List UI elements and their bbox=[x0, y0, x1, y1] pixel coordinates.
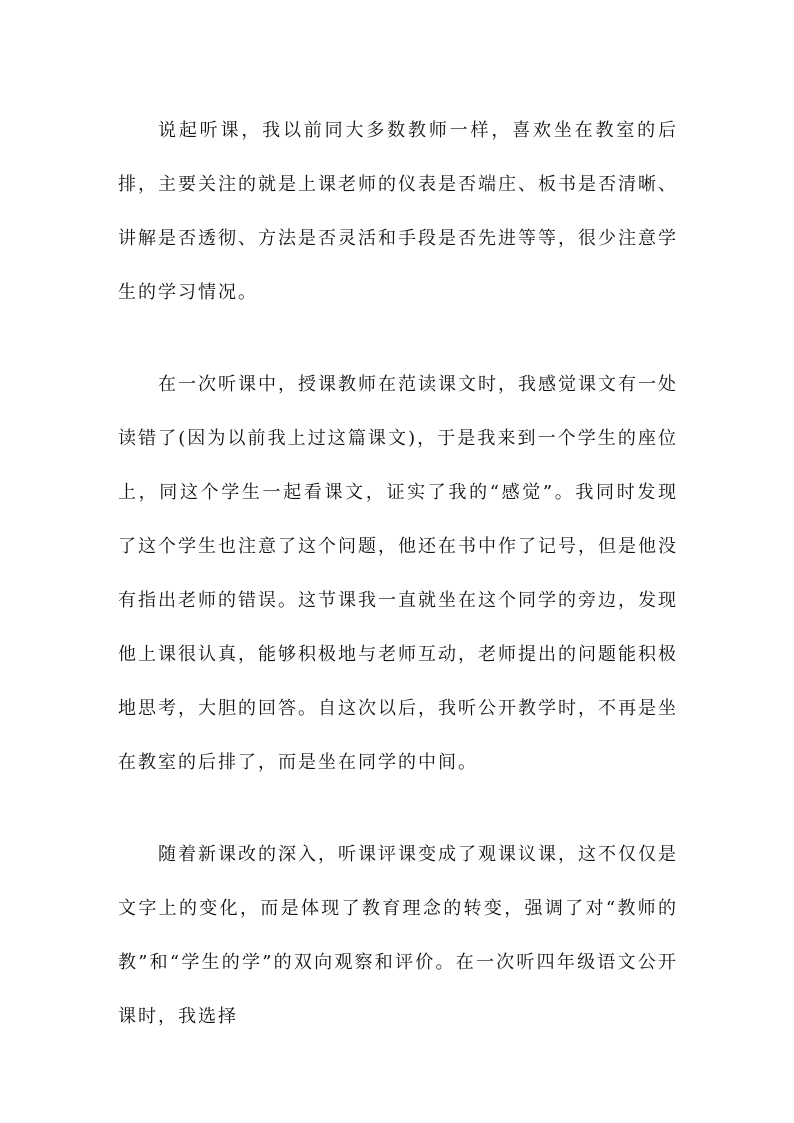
paragraph-3: 随着新课改的深入，听课评课变成了观课议课，这不仅仅是文字上的变化，而是体现了教育理念的转变，强调了对“教师的教”和“学生的学”的双向观察和评价。在一次听四年级语文公开课时，我选择 bbox=[118, 844, 678, 1027]
paragraph-2: 在一次听课中，授课教师在范读课文时，我感觉课文有一处读错了(因为以前我上过这篇课文)，于是我来到一个学生的座位上，同这个学生一起看课文，证实了我的“感觉”。我同时发现了这个学生也注意了这个问题，他还在书中作了记号，但是他没有指出老师的错误。这节课我一直就坐在这个同学的旁边，发现他上课很认真，能够积极地与老师互动，老师提出的问题能积极地思考，大胆的回答。自这次以后，我听公开教学时，不再是坐在教室的后排了，而是坐在同学的中间。 bbox=[118, 374, 678, 773]
document-body bbox=[118, 104, 678, 1044]
paragraph-1: 说起听课，我以前同大多数教师一样，喜欢坐在教室的后排，主要关注的就是上课老师的仪表是否端庄、板书是否清晰、讲解是否透彻、方法是否灵活和手段是否先进等等，很少注意学生的学习情况。 bbox=[118, 120, 678, 303]
